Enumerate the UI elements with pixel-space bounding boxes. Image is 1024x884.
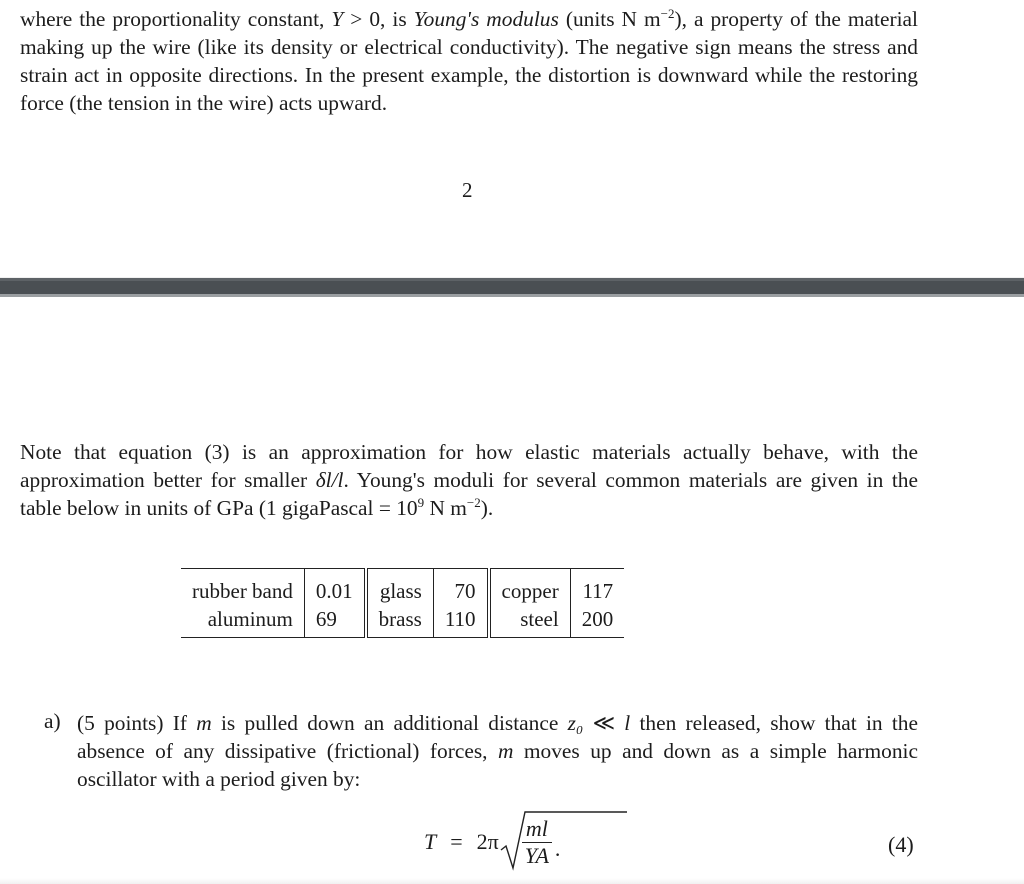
youngs-modulus-term: Young's modulus — [413, 7, 559, 31]
table-cell: aluminum — [207, 607, 293, 631]
sqrt-group — [499, 816, 553, 869]
sqrt-radical-icon — [499, 810, 629, 876]
table-cell: rubber band — [192, 579, 293, 603]
table-cell: glass — [366, 569, 434, 606]
equation-number: (4) — [888, 832, 914, 857]
table-cell: 117 — [570, 569, 624, 606]
question-text: (5 points) If m is pulled down an additional distance z₀ ≪ l then released, show that in the absence of any dissipative (frictional) forces, m moves up and down as a simple harmonic oscillator with a period given by: — [77, 711, 918, 791]
intro-paragraph: where the proportionality constant, Y > 0, is Young's modulus (units N $m^{-2}$), a property of the material making up the wire (like its density or electrical conductivity). The negative sign means the stress and strain act in opposite directions. In the present example, the distortion is downward while the restoring force (the tension in the wire) acts upward. — [20, 6, 918, 115]
page-bottom-edge — [0, 878, 1024, 884]
youngs-moduli-table — [181, 568, 624, 638]
table-cell: 0.01 — [304, 569, 365, 606]
equation-coefficient: 2π — [476, 829, 499, 854]
table-cell: steel — [489, 605, 571, 638]
table-cell: copper — [489, 569, 571, 606]
table-cell: 200 — [570, 605, 624, 638]
equation-lhs: T — [424, 829, 437, 854]
period-equation — [424, 812, 560, 872]
equation-period: . — [554, 836, 561, 861]
note-paragraph: Note that equation (3) is an approximation for how elastic materials actually behave, with the approximation better for smaller δl/l. Young's moduli for several common materials are given in the table below in units of GPa (1 gigaPascal = $10^9$ N $m^{-2}$). — [20, 440, 918, 520]
table-cell: 110 — [433, 605, 488, 638]
page-divider — [0, 277, 1024, 297]
equation-equals: = — [450, 829, 463, 854]
fraction-numerator: ml — [522, 816, 552, 843]
fraction-denominator: YA — [524, 842, 549, 868]
table-cell: brass — [366, 605, 434, 638]
table-row — [181, 605, 624, 638]
table-cell: 70 — [433, 569, 488, 606]
table-cell: 69 — [304, 605, 365, 638]
table-row — [181, 569, 624, 606]
page-number: 2 — [462, 178, 473, 202]
question-label: a) — [44, 709, 61, 733]
